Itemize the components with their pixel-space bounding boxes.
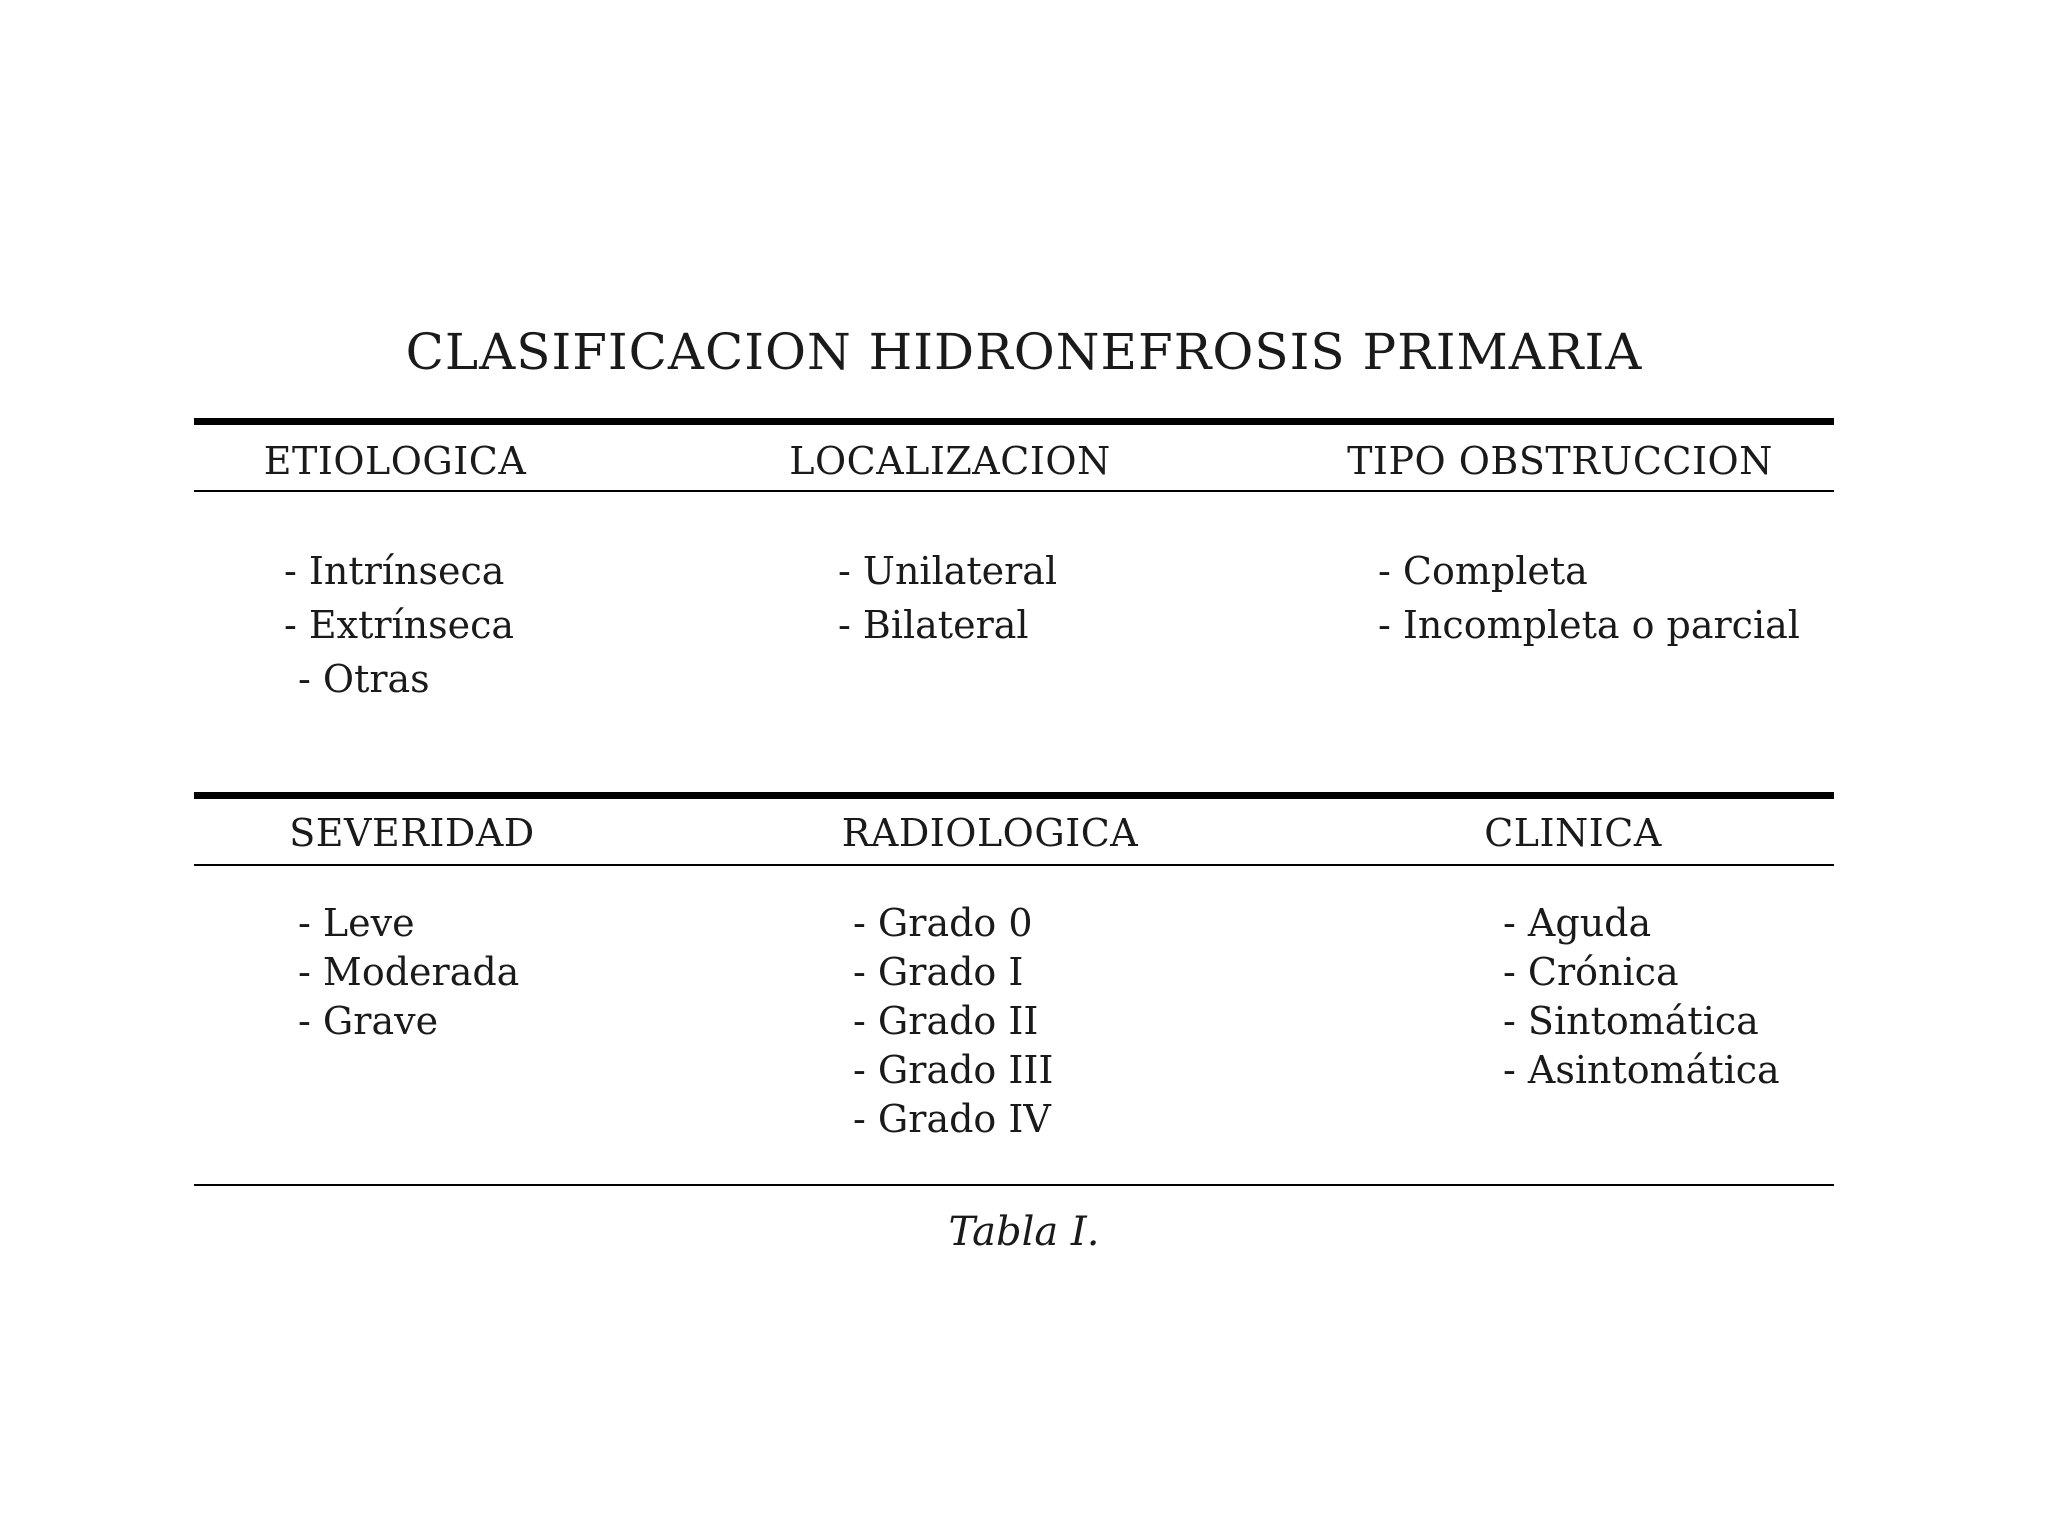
list-tipo-obstruccion	[1378, 544, 1800, 652]
list-clinica	[1503, 899, 1780, 1095]
header-rule	[194, 864, 1834, 866]
list-item: - Aguda	[1503, 899, 1780, 948]
list-item: - Crónica	[1503, 948, 1780, 997]
list-item: - Grado III	[853, 1046, 1053, 1095]
header-radiologica: RADIOLOGICA	[841, 811, 1139, 855]
header-tipo-obstruccion: TIPO OBSTRUCCION	[1347, 439, 1773, 483]
list-item: - Bilateral	[838, 598, 1057, 652]
header-rule	[194, 490, 1834, 492]
top-rule	[194, 418, 1834, 425]
section-rule	[194, 792, 1834, 799]
list-radiologica	[853, 899, 1053, 1144]
list-item: - Grado 0	[853, 899, 1053, 948]
table-title: CLASIFICACION HIDRONEFROSIS PRIMARIA	[405, 323, 1643, 381]
header-etiologica: ETIOLOGICA	[263, 439, 527, 483]
list-item: - Grado II	[853, 997, 1053, 1046]
list-item: - Grave	[298, 997, 519, 1046]
table-caption: Tabla I.	[948, 1209, 1100, 1255]
list-item: - Unilateral	[838, 544, 1057, 598]
list-item: - Moderada	[298, 948, 519, 997]
list-item: - Leve	[298, 899, 519, 948]
list-item: - Extrínseca	[284, 598, 514, 652]
list-item: - Intrínseca	[284, 544, 514, 598]
list-item: - Grado I	[853, 948, 1053, 997]
list-item: - Grado IV	[853, 1095, 1053, 1144]
list-item: - Otras	[284, 652, 514, 706]
header-severidad: SEVERIDAD	[289, 811, 535, 855]
list-item: - Incompleta o parcial	[1378, 598, 1800, 652]
list-item: - Asintomática	[1503, 1046, 1780, 1095]
list-severidad	[298, 899, 519, 1046]
header-localizacion: LOCALIZACION	[789, 439, 1111, 483]
list-localizacion	[838, 544, 1057, 652]
header-clinica: CLINICA	[1484, 811, 1662, 855]
list-etiologica	[284, 544, 514, 706]
bottom-rule	[194, 1184, 1834, 1186]
list-item: - Sintomática	[1503, 997, 1780, 1046]
list-item: - Completa	[1378, 544, 1800, 598]
